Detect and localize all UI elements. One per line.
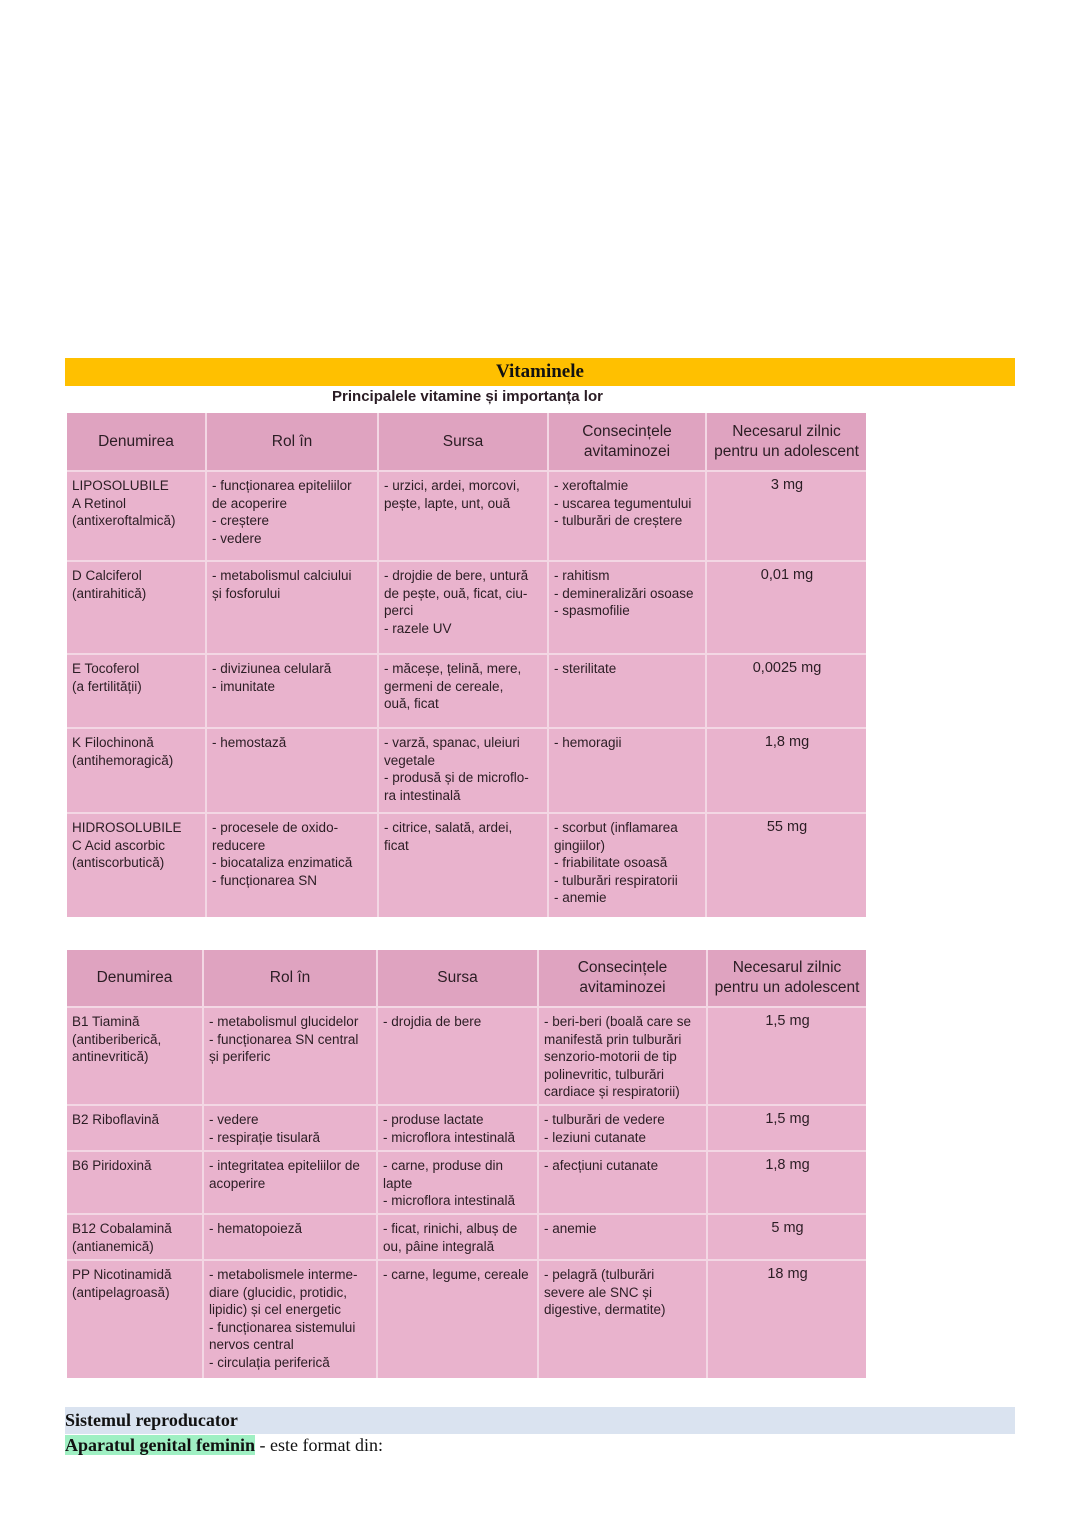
table-row: [67, 654, 866, 728]
table-row: [67, 561, 866, 654]
vitamin-source: - produse lactate - microflora intestinală: [383, 1112, 516, 1145]
vitamin-consequences: - scorbut (inflamarea gingiilor) - friabilitate osoasă - tulburări respiratorii - anemie: [554, 820, 678, 905]
table-row: [67, 728, 866, 813]
table-row: [67, 813, 866, 917]
table-row: [67, 1214, 866, 1260]
vitamin-consequences: - tulburări de vedere - leziuni cutanate: [544, 1112, 665, 1145]
vitamin-name: D Calciferol (antirahitică): [72, 568, 147, 601]
vitamin-consequences: - pelagră (tulburări severe ale SNC și digestive, dermatite): [544, 1267, 666, 1317]
paragraph-female-genital: [65, 1434, 383, 1456]
vitamin-role: - metabolismele interme- diare (glucidic, protidic, lipidic) și cel energetic - funcționarea sistemului nervos central - circulația periferică: [209, 1267, 358, 1370]
vitamin-name: B2 Riboflavină: [72, 1112, 160, 1127]
header-name: Denumirea: [67, 413, 206, 471]
table-row: [67, 1151, 866, 1214]
vitamin-name: E Tocoferol (a fertilității): [72, 661, 142, 694]
vitamin-consequences: - sterilitate: [554, 661, 617, 676]
section-title-reproductive-system: Sistemul reproducator: [65, 1407, 1015, 1434]
vitamin-source: - drojdia de bere: [383, 1014, 482, 1029]
section-banner-vitamins: Vitaminele: [65, 358, 1015, 386]
vitamin-role: - procesele de oxido- reducere - biocataliza enzimatică - funcționarea SN: [212, 820, 353, 888]
header-source: Sursa: [378, 413, 548, 471]
header-daily-need: Necesarul zilnic pentru un adolescent: [707, 950, 866, 1007]
vitamin-role: - diviziunea celulară - imunitate: [212, 661, 332, 694]
vitamins-table-1: [67, 413, 866, 917]
header-name: Denumirea: [67, 950, 203, 1007]
vitamin-consequences: - beri-beri (boală care se manifestă prin tulburări senzorio-motorii de tip polinevritic, tulburări cardiace și respiratorii): [544, 1014, 692, 1099]
vitamin-role: - vedere - respirație tisulară: [209, 1112, 321, 1145]
table-row: [67, 471, 866, 561]
header-consequences: Consecințele avitaminozei: [538, 950, 707, 1007]
header-consequences: Consecințele avitaminozei: [548, 413, 706, 471]
vitamin-daily-need: 55 mg: [766, 819, 808, 835]
vitamin-source: - ficat, rinichi, albuș de ou, pâine integrală: [383, 1221, 518, 1254]
vitamin-name: B1 Tiamină (antiberiberică, antinevritică): [72, 1014, 162, 1064]
vitamin-daily-need: 0,0025 mg: [752, 660, 822, 676]
vitamin-source: - citrice, salată, ardei, ficat: [384, 820, 513, 853]
vitamin-name: HIDROSOLUBILE C Acid ascorbic (antiscorbutică): [72, 820, 182, 870]
vitamin-role: - integritatea epiteliilor de acoperire: [209, 1158, 360, 1191]
vitamin-daily-need: 1,8 mg: [764, 734, 810, 750]
vitamin-daily-need: 5 mg: [771, 1220, 804, 1236]
vitamin-consequences: - hemoragii: [554, 735, 622, 750]
vitamin-consequences: - afecțiuni cutanate: [544, 1158, 659, 1173]
vitamin-name: PP Nicotinamidă (antipelagroasă): [72, 1267, 172, 1300]
header-source: Sursa: [377, 950, 538, 1007]
header-role: Rol în: [206, 413, 378, 471]
vitamin-role: - hematopoieză: [209, 1221, 303, 1236]
vitamin-source: - carne, legume, cereale: [383, 1267, 529, 1282]
header-role: Rol în: [203, 950, 377, 1007]
vitamin-name: B6 Piridoxină: [72, 1158, 152, 1173]
table-row: [67, 1260, 866, 1378]
table-row: [67, 1007, 866, 1105]
vitamin-daily-need: 0,01 mg: [760, 567, 814, 583]
vitamin-daily-need: 18 mg: [767, 1266, 808, 1282]
vitamin-consequences: - anemie: [544, 1221, 597, 1236]
vitamin-daily-need: 1,5 mg: [765, 1111, 810, 1127]
vitamin-name: LIPOSOLUBILE A Retinol (antixeroftalmică): [72, 478, 176, 528]
vitamin-role: - hemostază: [212, 735, 287, 750]
vitamin-consequences: - rahitism - demineralizări osoase - spasmofilie: [554, 568, 694, 618]
table-row: [67, 1105, 866, 1151]
highlighted-term: Aparatul genital feminin: [65, 1435, 256, 1455]
vitamin-name: K Filochinonă (antihemoragică): [72, 735, 174, 768]
vitamin-source: - urzici, ardei, morcovi, pește, lapte, unt, ouă: [384, 478, 520, 511]
vitamin-role: - funcționarea epiteliilor de acoperire - creștere - vedere: [212, 478, 352, 546]
vitamin-source: - carne, produse din lapte - microflora intestinală: [383, 1158, 516, 1208]
vitamin-daily-need: 3 mg: [770, 477, 804, 493]
vitamin-daily-need: 1,5 mg: [765, 1013, 810, 1029]
vitamin-source: - drojdie de bere, untură de pește, ouă, ficat, ciu- perci - razele UV: [384, 568, 529, 636]
paragraph-text: - este format din:: [255, 1435, 383, 1455]
vitamin-source: - măceșe, țelină, mere, germeni de cereale, ouă, ficat: [384, 661, 522, 711]
vitamin-source: - varză, spanac, uleiuri vegetale - produsă și de microflo- ra intestinală: [384, 735, 529, 803]
vitamin-daily-need: 1,8 mg: [765, 1157, 810, 1173]
table-caption: Principalele vitamine și importanța lor: [332, 388, 603, 405]
header-daily-need: Necesarul zilnic pentru un adolescent: [706, 413, 866, 471]
vitamin-role: - metabolismul glucidelor - funcționarea SN central și periferic: [209, 1014, 359, 1064]
vitamin-consequences: - xeroftalmie - uscarea tegumentului - tulburări de creștere: [554, 478, 692, 528]
vitamin-name: B12 Cobalamină (antianemică): [72, 1221, 172, 1254]
vitamins-table-2: [67, 950, 866, 1378]
vitamin-role: - metabolismul calciului și fosforului: [212, 568, 352, 601]
